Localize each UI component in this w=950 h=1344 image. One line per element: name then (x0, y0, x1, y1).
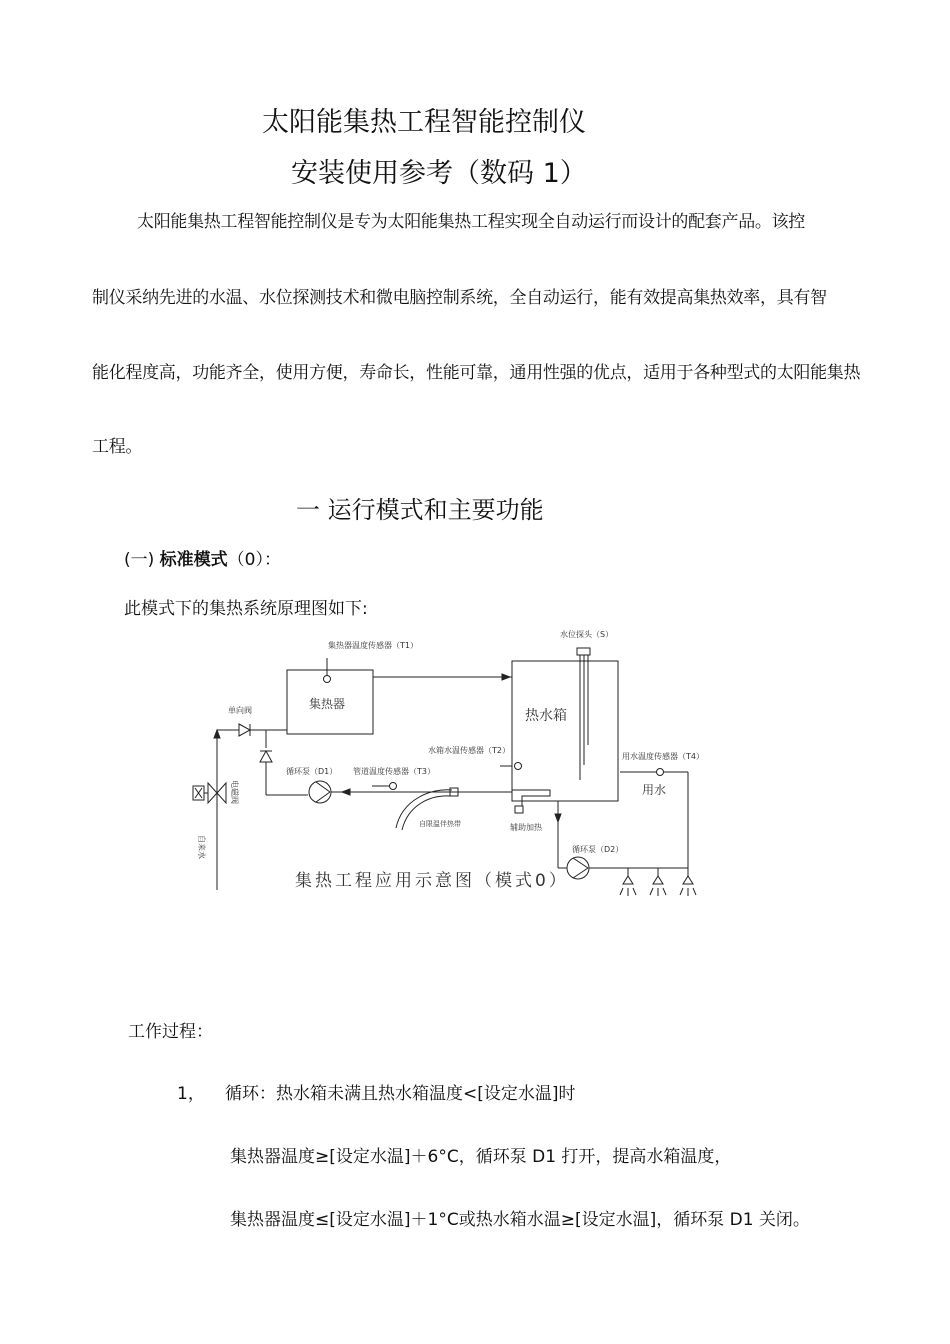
system-diagram (180, 620, 740, 910)
section-heading: 一 运行模式和主要功能 (296, 496, 544, 524)
sprinkler-icons (620, 868, 696, 896)
pump-d1-label: 循环泵（D1） (286, 767, 338, 776)
collector-label: 集热器 (309, 697, 346, 711)
hot-tank-box (512, 661, 618, 801)
doc-title-line1: 太阳能集热工程智能控制仪 (262, 107, 586, 138)
intro-line-1: 太阳能集热工程智能控制仪是专为太阳能集热工程实现全自动运行而设计的配套产品。该控 (137, 212, 805, 232)
diagram-intro: 此模式下的集热系统原理图如下: (124, 599, 368, 619)
check-valve-icon (239, 724, 250, 736)
aux-heat-label: 辅助加热 (510, 823, 542, 832)
pump-d2-icon (567, 857, 589, 879)
step1-line2: 集热器温度≤[设定水温]＋1°C或热水箱水温≥[设定水温]，循环泵 D1 关闭。 (230, 1210, 810, 1230)
tap-water-label: 自来水 (197, 835, 206, 859)
t4-sensor-icon (657, 769, 664, 776)
level-probe-label: 水位探头（S） (560, 630, 614, 639)
heat-tape-label: 自限温伴热带 (419, 820, 461, 828)
t4-sensor-label: 用水温度传感器（T4） (622, 752, 704, 761)
diagram-caption: 集热工程应用示意图（模式0） (295, 871, 569, 891)
work-process-label: 工作过程： (128, 1022, 213, 1042)
intro-line-2: 制仪采纳先进的水温、水位探测技术和微电脑控制系统，全自动运行，能有效提高集热效率，具有智 (92, 288, 827, 308)
subsection-prefix: (一) (124, 550, 155, 570)
hot-tank-label: 热水箱 (525, 708, 567, 724)
t2-sensor-label: 水箱水温传感器（T2） (428, 746, 510, 755)
subsection-heading (124, 545, 281, 570)
t1-sensor-label: 集热器温度传感器（T1） (328, 641, 418, 650)
step1-line1: 集热器温度≥[设定水温]＋6°C，循环泵 D1 打开，提高水箱温度， (230, 1147, 732, 1167)
t1-sensor-icon (324, 676, 331, 683)
t3-sensor-label: 管道温度传感器（T3） (353, 767, 435, 776)
intro-line-3: 能化程度高，功能齐全，使用方便，寿命长，性能可靠，通用性强的优点，适用于各种型式的太阳能集热 (92, 363, 861, 383)
intro-line-4: 工程。 (92, 437, 143, 457)
t2-sensor-icon (515, 763, 522, 770)
step1-title: 循环：热水箱未满且热水箱温度<[设定水温]时 (225, 1084, 576, 1104)
step1-number: 1， (177, 1084, 205, 1104)
doc-title-line2: 安装使用参考（数码 1） (291, 158, 587, 189)
subsection-title: 标准模式 (159, 550, 228, 570)
use-water-label: 用水 (642, 783, 667, 797)
check-valve-label: 单向阀 (228, 706, 252, 715)
solenoid-label: 电磁阀 (230, 780, 239, 804)
t3-sensor-icon (390, 783, 397, 790)
pump-d2-label: 循环泵（D2） (572, 845, 624, 854)
aux-heater-icon (515, 806, 523, 813)
level-probe-icon (577, 648, 590, 655)
subsection-suffix: （0）： (227, 550, 281, 570)
solenoid-valve-icon (208, 783, 217, 803)
